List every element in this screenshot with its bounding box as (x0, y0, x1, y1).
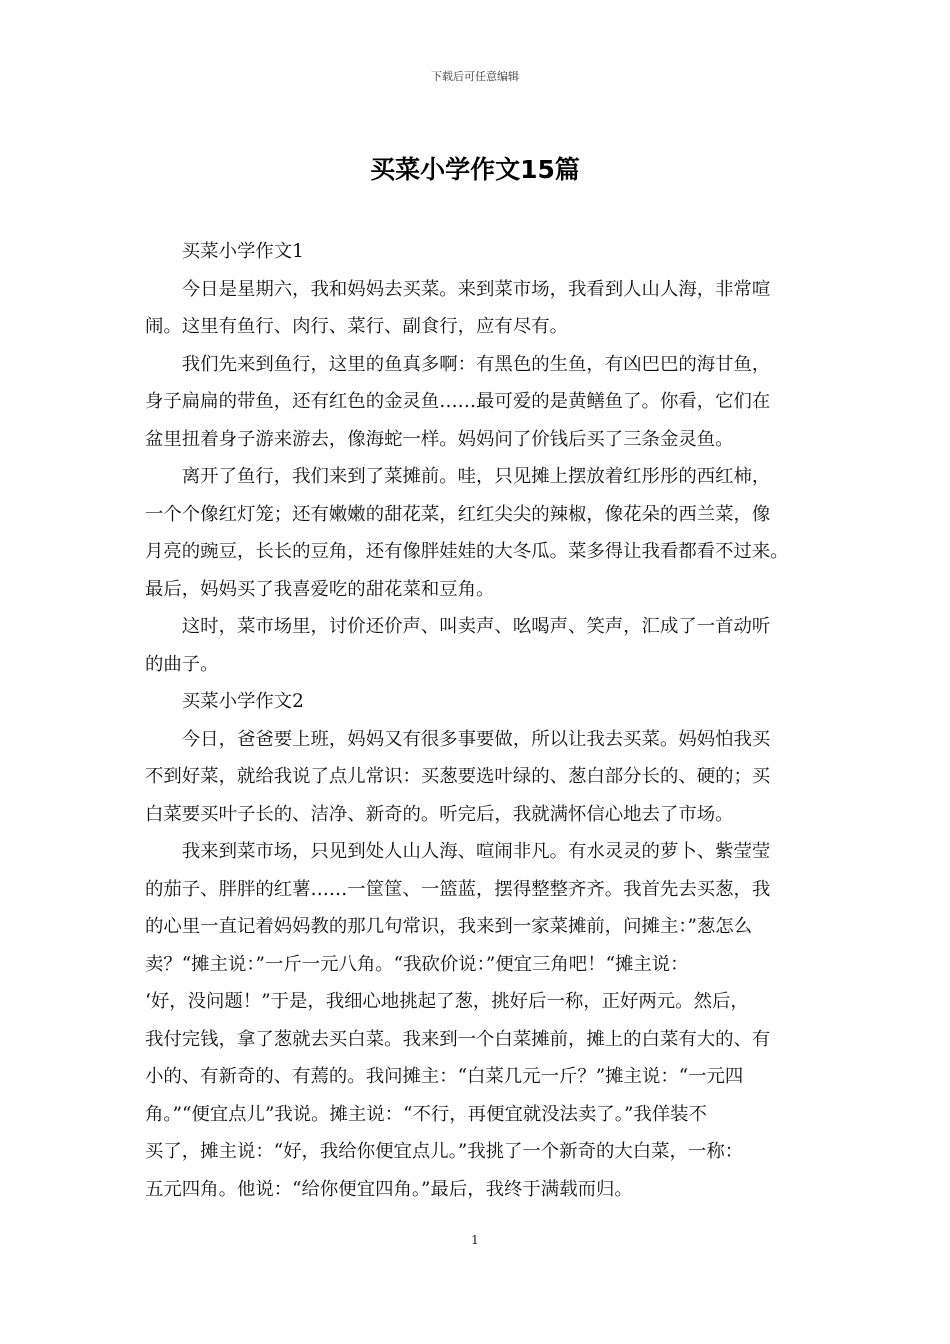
body-line: 的曲子。 (145, 653, 219, 675)
body-line: 的茄子、胖胖的红薯……一筐筐、一篮蓝，摆得整整齐齐。我首先去买葱，我 (145, 878, 771, 900)
body-line: 今日，爸爸要上班，妈妈又有很多事要做，所以让我去买菜。妈妈怕我买 (145, 728, 771, 750)
body-line: 买菜小学作文1 (145, 241, 304, 262)
body-line: 卖？“摊主说：”一斤一元八角。“我砍价说：”便宜三角吧！“摊主说： (145, 953, 689, 975)
document-body (145, 233, 811, 1208)
body-line: 五元四角。他说：“给你便宜四角。”最后，我终于满载而归。 (145, 1178, 633, 1200)
body-line: 我来到菜市场，只见到处人山人海、喧闹非凡。有水灵灵的萝卜、紫莹莹 (145, 841, 771, 862)
body-line: 月亮的豌豆，长长的豆角，还有像胖娃娃的大冬瓜。菜多得让我看都看不过来。 (145, 541, 789, 562)
body-line: 这时，菜市场里，讨价还价声、叫卖声、吆喝声、笑声，汇成了一首动听 (145, 616, 771, 637)
body-line: 最后，妈妈买了我喜爱吃的甜花菜和豆角。 (145, 578, 495, 600)
body-line: 一个个像红灯笼；还有嫩嫩的甜花菜，红红尖尖的辣椒，像花朵的西兰菜，像 (145, 503, 771, 525)
body-line: 今日是星期六，我和妈妈去买菜。来到菜市场，我看到人山人海，非常喧 (145, 278, 771, 300)
body-line: 身子扁扁的带鱼，还有红色的金灵鱼……最可爱的是黄鳝鱼了。你看，它们在 (145, 391, 771, 412)
page-number: 1 (471, 1233, 479, 1247)
body-line: 盆里扭着身子游来游去，像海蛇一样。妈妈问了价钱后买了三条金灵鱼。 (145, 428, 734, 450)
page-header: 下载后可任意编辑 (431, 70, 519, 83)
body-line: 买菜小学作文2 (145, 691, 304, 712)
body-line: 小的、有新奇的、有蔫的。我问摊主：“白菜几元一斤？”摊主说：“一元四 (145, 1066, 744, 1087)
body-line: 角。”“便宜点儿”我说。摊主说：“不行，再便宜就没法卖了。”我佯装不 (145, 1103, 707, 1125)
body-line: 离开了鱼行，我们来到了菜摊前。哇，只见摊上摆放着红彤彤的西红柿， (145, 466, 771, 487)
body-line: 的心里一直记着妈妈教的那几句常识，我来到一家菜摊前，问摊主：”葱怎么 (145, 916, 753, 937)
document-title: 买菜小学作文15篇 (370, 155, 580, 184)
body-line: 我付完钱，拿了葱就去买白菜。我来到一个白菜摊前，摊上的白菜有大的、有 (145, 1028, 771, 1050)
body-line: 我们先来到鱼行，这里的鱼真多啊：有黑色的生鱼，有凶巴巴的海甘鱼， (145, 353, 771, 375)
body-line: ‘好，没问题！”于是，我细心地挑起了葱，挑好后一称，正好两元。然后， (145, 991, 749, 1012)
body-line: 买了，摊主说：“好，我给你便宜点儿。”我挑了一个新奇的大白菜，一称： (145, 1141, 744, 1162)
body-line: 白菜要买叶子长的、洁净、新奇的。听完后，我就满怀信心地去了市场。 (145, 803, 734, 825)
body-line: 闹。这里有鱼行、肉行、菜行、副食行，应有尽有。 (145, 316, 568, 337)
body-line: 不到好菜，就给我说了点儿常识：买葱要选叶绿的、葱白部分长的、硬的；买 (145, 766, 771, 787)
